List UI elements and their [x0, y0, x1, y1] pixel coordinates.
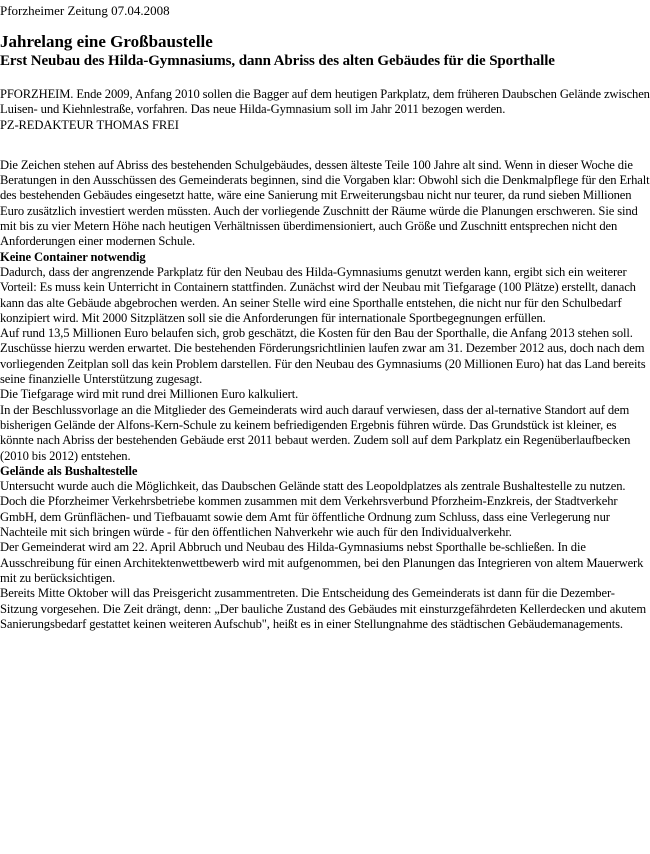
body-paragraph: Der Gemeinderat wird am 22. April Abbruch und Neubau des Hilda-Gymnasiums nebst Sporthalle be-schließen. In die Ausschreibung für einen Architektenwettbewerb wird mit aufgenommen, bei den Planungen das Integrieren von altem Mauerwerk mit zu berücksichtigen.	[0, 540, 644, 585]
body-paragraph: Bereits Mitte Oktober will das Preisgericht zusammentreten. Die Entscheidung des Gemeinderats ist dann für die Dezember-Sitzung vorgesehen. Die Zeit drängt, denn: „Der bauliche Zustand des Gebäudes mit einsturzgefährdeten Kellerdecken und akutem Sanierungsbedarf gestattet keinen weiteren Aufschub", heißt es in einer Stellungnahme des städtischen Gebäudemanagements.	[0, 586, 647, 631]
author-line: PZ-REDAKTEUR THOMAS FREI	[0, 117, 179, 132]
source-line: Pforzheimer Zeitung 07.04.2008	[0, 3, 170, 18]
section-heading: Gelände als Bushaltestelle	[0, 463, 138, 478]
body-paragraph: Dadurch, dass der angrenzende Parkplatz für den Neubau des Hilda-Gymnasiums genutzt werden kann, ergibt sich ein weiterer Vorteil: Es muss kein Unterricht in Containern stattfinden. Zunächst wird der Neubau mit Tiefgarage (100 Plätze) erstellt, danach kann das alte Gebäude abgebrochen werden. An seiner Stelle wird eine Sporthalle entstehen, die nicht nur für den Schulbedarf konzipiert wird. Mit 2000 Sitzplätzen soll sie die Anforderungen für internationale Sportbegegnungen erfüllen.	[0, 264, 636, 325]
body-paragraph: In der Beschlussvorlage an die Mitglieder des Gemeinderats wird auch darauf verwiesen, dass der al-ternative Standort auf dem bisherigen Gelände der Alfons-Kern-Schule zu keinem befriedigenden Ergebnis führen würde. Das Grundstück ist kleiner, es könnte nach Abriss der bestehenden Gebäude erst 2011 bebaut werden. Zudem soll auf dem Parkplatz ein Regenüberlaufbecken (2010 bis 2012) entstehen.	[0, 402, 631, 463]
body-paragraph: Auf rund 13,5 Millionen Euro belaufen sich, grob geschätzt, die Kosten für den Bau der Sporthalle, die Anfang 2013 stehen soll. Zuschüsse hierzu werden erwartet. Die bestehenden Förderungsrichtlinien laufen zwar am 31. Dezember 2012 aus, doch nach dem vorliegenden Zeitplan soll das kein Problem darstellen. Für den Neubau des Gymnasiums (20 Millionen Euro) hat das Land bereits seine finanzielle Unterstützung zugesagt.	[0, 326, 646, 387]
body-paragraph: Die Zeichen stehen auf Abriss des bestehenden Schulgebäudes, dessen älteste Teile 100 Jahre alt sind. Wenn in dieser Woche die Beratungen in den Ausschüssen des Gemeinderats beginnen, sind die Vorgaben klar: Obwohl sich die Denkmalpflege für den Erhalt des bestehenden Gebäudes eingesetzt hatte, wäre eine Sanierung mit Erweiterungsbau nicht nur teurer, da rund sieben Millionen Euro zusätzlich investiert werden müssten. Auch der vorliegende Zuschnitt der Räume würde die Planungen erschweren. Sie sind mit bis zu vier Metern Höhe nach heutigen Verhältnissen überdimensioniert, auch Größe und Zuschnitt entsprechen nicht den Anforderungen einer modernen Schule.	[0, 157, 650, 249]
headline: Jahrelang eine Großbaustelle	[0, 32, 213, 51]
lead-paragraph: PFORZHEIM. Ende 2009, Anfang 2010 sollen die Bagger auf dem heutigen Parkplatz, dem früheren Daubschen Gelände zwischen Luisen- und Kiehnlestraße, vorfahren. Das neue Hilda-Gymnasium soll im Jahr 2011 bezogen werden.	[0, 87, 650, 117]
body-paragraph: Die Tiefgarage wird mit rund drei Millionen Euro kalkuliert.	[0, 387, 299, 402]
body-paragraph: Untersucht wurde auch die Möglichkeit, das Daubschen Gelände statt des Leopoldplatzes als zentrale Bushaltestelle zu nutzen. Doch die Pforzheimer Verkehrsbetriebe kommen zusammen mit dem Verkehrsverbund Pforzheim-Enzkreis, der Stadtverkehr GmbH, dem Grünflächen- und Tiefbauamt sowie dem Amt für öffentliche Ordnung zum Schluss, dass eine Verlegerung nur Nachteile mit sich bringen würde - für den öffentlichen Nahverkehr wie auch für den Individualverkehr.	[0, 479, 626, 540]
subheadline: Erst Neubau des Hilda-Gymnasiums, dann Abriss des alten Gebäudes für die Sporthalle	[0, 53, 555, 69]
section-heading: Keine Container notwendig	[0, 249, 146, 264]
